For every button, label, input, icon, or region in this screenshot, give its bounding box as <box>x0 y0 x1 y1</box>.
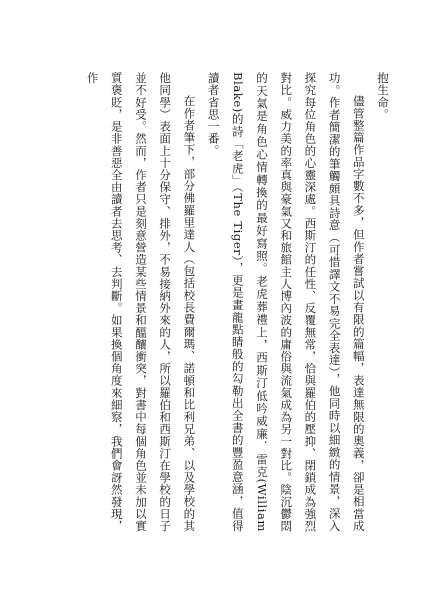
paragraph-2: 儘管整篇作品字數不多，但作者嘗試以有限的篇幅，表達無限的奧義，卻是相當成功。作者簡潔的筆觸頗具詩意（可惜譯文不易完全表達），他同時以細緻的情景，深入探究每位角色的心靈深處。西斯汀的任性、反覆無常，恰與羅伯的壓抑、閉鎖成為強烈對比。威力美的率真與豪氣又和旅館主人博內波的庸俗與流氣成為另一對比。陰沉鬱悶的天氣是角色心情轉換的最好寫照。老虎葬禮上，西斯汀低吟威廉．雷克(William Blake)的詩「老虎」（The Tiger），更是畫龍點睛般的勾勒出全書的豐盈意涵，值得讀者省思一番。 <box>206 72 366 532</box>
paragraph-1: 抱生命。 <box>376 72 390 121</box>
paragraph-3: 在作者筆下，部分佛羅里達人（包括校長費爾瑪、諾頓和比利兄弟、以及學校的其他同學）表面上十分保守、排外，不易接納外來的人，所以羅伯和西斯汀在學校的日子並不好受。然而，作者只是刻意營造某些情景和醞釀衝突，對書中每個角色並未加以實質褒貶，是非善惡全由讀者去思考、去判斷。如果換個角度來細察，我們會訝然發現，作 <box>85 72 197 532</box>
vertical-text-body <box>23 72 395 532</box>
